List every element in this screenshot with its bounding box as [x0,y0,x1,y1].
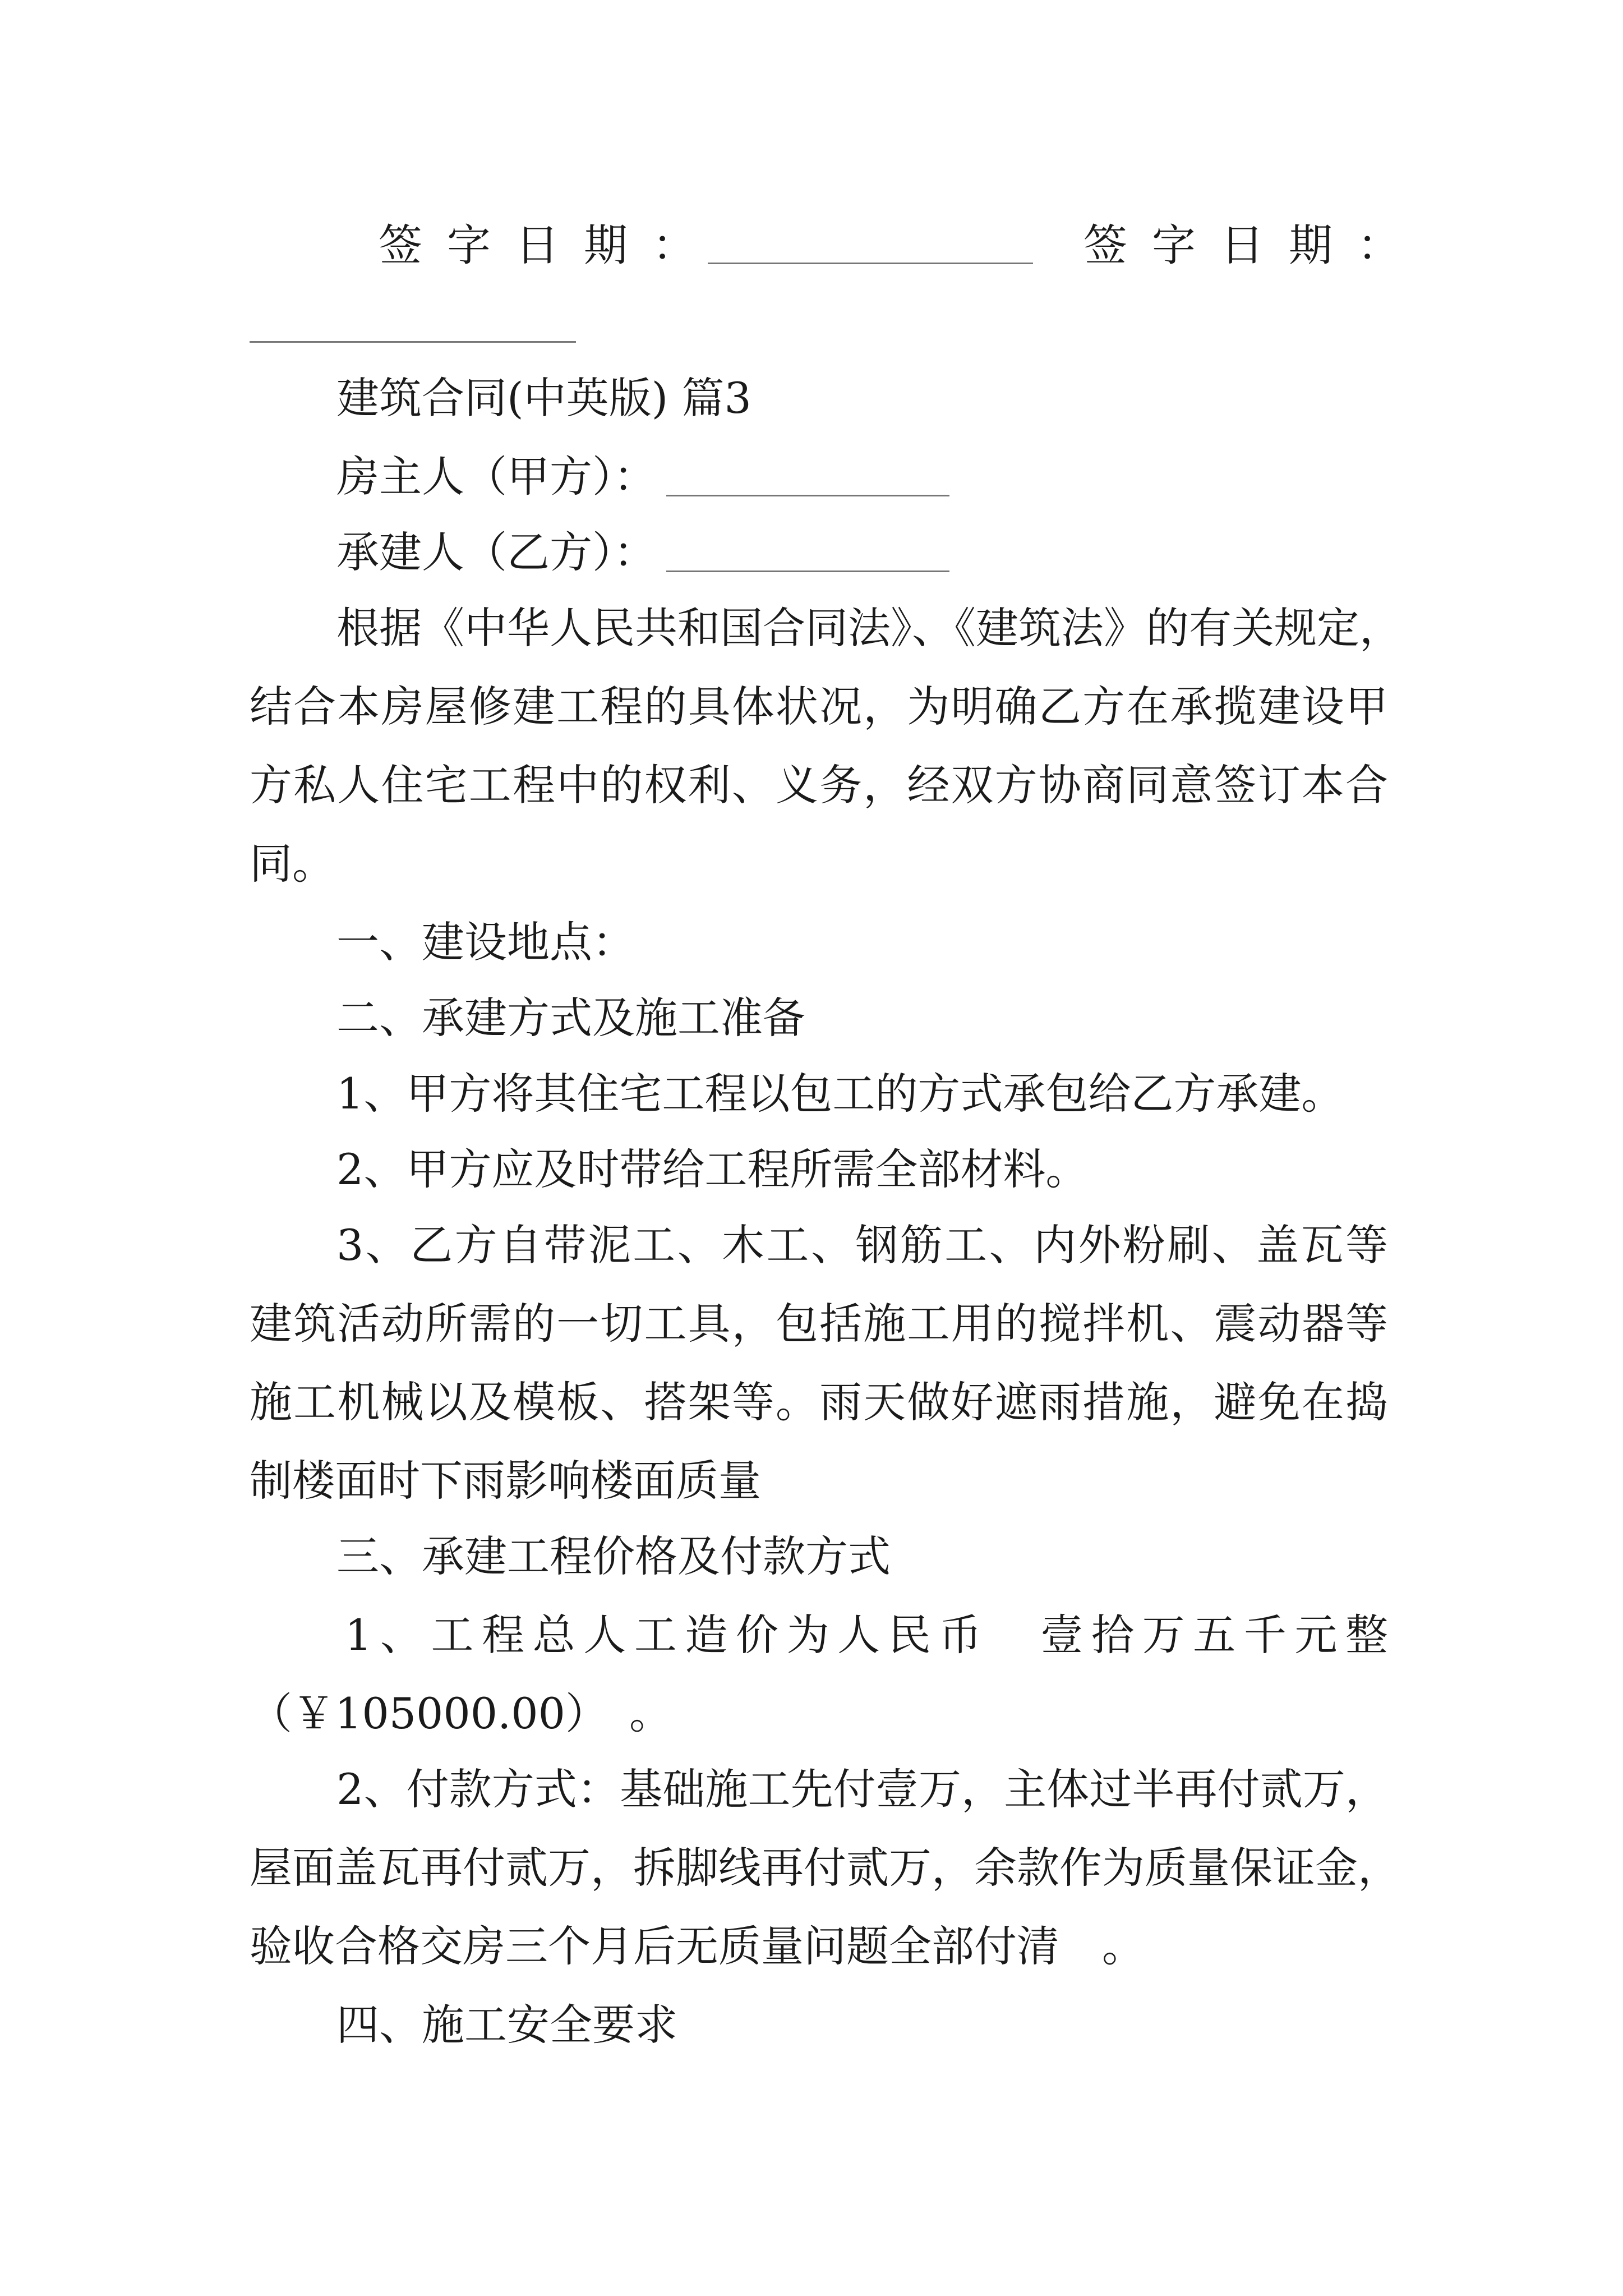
item-2-1: 1、甲方将其住宅工程以包工的方式承包给乙方承建。 [336,1069,1344,1119]
item-2-2: 2、甲方应及时带给工程所需全部材料。 [336,1144,1089,1194]
preamble-line-1: 根据《中华人民共和国合同法》、《建筑法》的有关规定， [336,603,1402,653]
item-2-3-line-1: 3、乙方自带泥工、木工、钢筋工、内外粉刷、盖瓦等 [336,1220,1388,1270]
signature-date-blank-left [708,263,1033,264]
party-a-label: 房主人（甲方）： [336,452,656,501]
item-3-1-line-2: （￥105000.00） 。 [250,1688,672,1738]
signature-date-label-left: 签字日期： [379,220,721,271]
item-2-3-line-3: 施工机械以及模板、搭架等。雨天做好遮雨措施，避免在捣 [250,1377,1388,1427]
item-3-2-line-2: 屋面盖瓦再付贰万，拆脚线再付贰万，余款作为质量保证金， [250,1843,1400,1893]
signature-date-label-right: 签字日期： [1083,220,1426,271]
preamble-line-3: 方私人住宅工程中的权利、义务，经双方协商同意签订本合 [250,760,1388,810]
preamble-line-2: 结合本房屋修建工程的具体状况，为明确乙方在承揽建设甲 [250,682,1388,731]
section-3-heading: 三、承建工程价格及付款方式 [336,1531,891,1581]
item-2-3-line-2: 建筑活动所需的一切工具，包括施工用的搅拌机、震动器等 [250,1299,1388,1349]
item-3-1-line-1: 1、工程总人工造价为人民币 壹拾万五千元整 [345,1610,1388,1660]
party-b-blank [666,570,949,572]
party-b-label: 承建人（乙方）： [336,527,656,577]
contract-heading: 建筑合同(中英版) 篇3 [336,373,751,423]
section-2-heading: 二、承建方式及施工准备 [336,993,805,1043]
section-1-heading: 一、建设地点： [336,917,635,967]
signature-date-blank-right [250,341,576,343]
section-4-heading: 四、施工安全要求 [336,2000,677,2050]
party-a-blank [666,495,949,496]
item-3-2-line-3: 验收合格交房三个月后无质量问题全部付清 。 [250,1921,1145,1971]
item-3-2-line-1: 2、付款方式：基础施工先付壹万，主体过半再付贰万， [336,1764,1388,1814]
preamble-line-4: 同。 [250,839,335,889]
item-2-3-line-4: 制楼面时下雨影响楼面质量 [250,1456,761,1506]
